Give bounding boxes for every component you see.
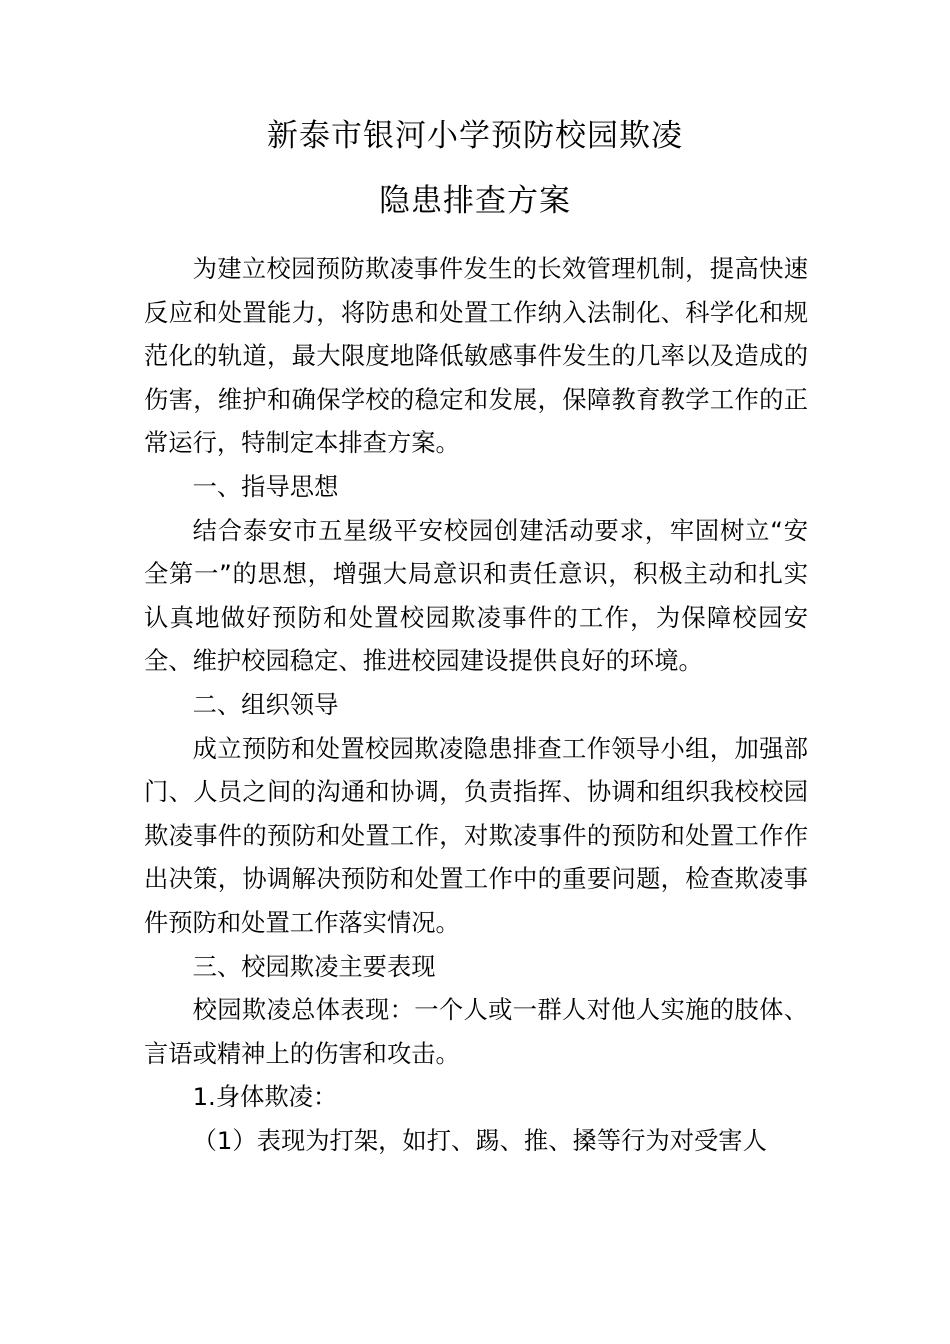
section-heading-guiding-thought: 一、指导思想 bbox=[192, 471, 339, 501]
document-body bbox=[144, 247, 808, 1162]
section-paragraph-bullying-forms: 校园欺凌总体表现：一个人或一群人对他人实施的肢体、言语或精神上的伤害和攻击。 bbox=[144, 995, 808, 1068]
section-heading-bullying-forms: 三、校园欺凌主要表现 bbox=[192, 951, 436, 981]
item-paragraph-physical-bullying-1: （1）表现为打架，如打、踢、推、搡等行为对受害人 bbox=[192, 1125, 767, 1155]
section-heading-leadership: 二、组织领导 bbox=[192, 689, 339, 719]
section-paragraph-guiding-thought: 结合泰安市五星级平安校园创建活动要求，牢固树立“安全第一”的思想，增强大局意识和责任意识，积极主动和扎实认真地做好预防和处置校园欺凌事件的工作，为保障校园安全、维护校园稳定、推进校园建设提供良好的环境。 bbox=[144, 515, 808, 676]
item-heading-physical-bullying: 1.身体欺凌： bbox=[192, 1082, 338, 1112]
document-title-line-1: 新泰市银河小学预防校园欺凌 bbox=[267, 118, 683, 154]
intro-paragraph: 为建立校园预防欺凌事件发生的长效管理机制，提高快速反应和处置能力，将防患和处置工作纳入法制化、科学化和规范化的轨道，最大限度地降低敏感事件发生的几率以及造成的伤害，维护和确保学校的稳定和发展，保障教育教学工作的正常运行，特制定本排查方案。 bbox=[144, 254, 808, 458]
document-title-line-2: 隐患排查方案 bbox=[379, 183, 571, 219]
section-paragraph-leadership: 成立预防和处置校园欺凌隐患排查工作领导小组，加强部门、人员之间的沟通和协调，负责指挥、协调和组织我校校园欺凌事件的预防和处置工作，对欺凌事件的预防和处置工作作出决策，协调解决预防和处置工作中的重要问题，检查欺凌事件预防和处置工作落实情况。 bbox=[144, 733, 808, 937]
